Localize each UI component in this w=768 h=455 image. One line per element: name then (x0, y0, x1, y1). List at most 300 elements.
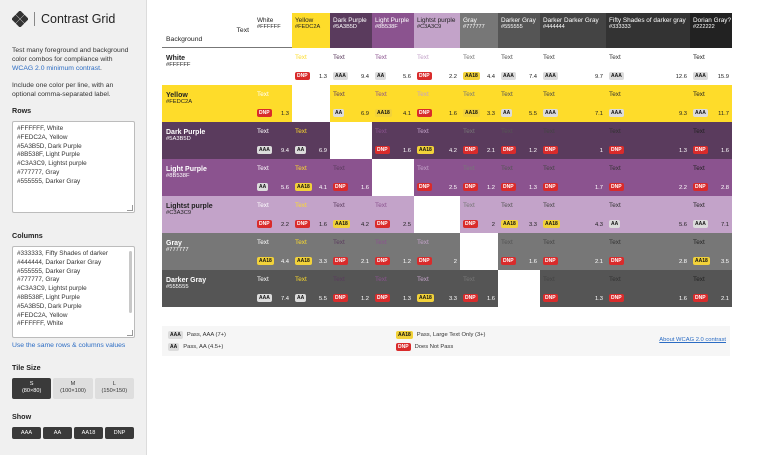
sample-text: Text (543, 239, 555, 246)
contrast-cell (606, 233, 690, 270)
column-header (330, 13, 372, 48)
column-name: Fifty Shades of darker gray (609, 17, 686, 24)
empty-cell (372, 159, 414, 196)
rows-heading: Rows (12, 106, 32, 116)
contrast-cell (498, 85, 540, 122)
sample-text: Text (463, 276, 475, 283)
compliance-badge: AAA (695, 110, 706, 116)
sample-text: Text (463, 202, 475, 209)
column-hex: #8B538F (375, 24, 398, 31)
compliance-badge: DNP (335, 295, 346, 301)
logo-divider (34, 12, 35, 26)
contrast-cell (606, 122, 690, 159)
contrast-ratio: 1.2 (360, 296, 369, 302)
compliance-badge: DNP (419, 258, 430, 264)
sample-text: Text (295, 128, 307, 135)
contrast-cell (606, 48, 690, 85)
tile-size-dimensions: (80×80) (21, 388, 42, 395)
compliance-badge: DNP (377, 295, 388, 301)
row-name: Gray (166, 240, 182, 247)
contrast-ratio: 4.2 (360, 222, 369, 228)
compliance-badge: DNP (377, 147, 388, 153)
contrast-cell (254, 196, 292, 233)
compliance-badge: AA18 (419, 147, 432, 153)
contrast-ratio: 4.4 (486, 74, 495, 80)
compliance-badge: DNP (545, 147, 556, 153)
compliance-badge: AA (297, 295, 305, 301)
sample-text: Text (333, 239, 345, 246)
sample-text: Text (375, 54, 387, 61)
tile-size-m-button[interactable] (53, 378, 92, 399)
sample-text: Text (417, 276, 429, 283)
sample-text: Text (333, 165, 345, 172)
column-name: Darker Darker Gray (543, 17, 599, 24)
row-header (162, 233, 254, 270)
textarea-line: #444444, Darker Darker Gray (17, 258, 102, 266)
contrast-cell (292, 233, 330, 270)
textarea-line: #FEDC2A, Yellow (17, 311, 68, 319)
sample-text: Text (463, 128, 475, 135)
contrast-cell (372, 85, 414, 122)
compliance-badge: AAA (259, 147, 270, 153)
compliance-badge: AAA (545, 73, 556, 79)
contrast-cell (498, 196, 540, 233)
empty-cell (498, 270, 540, 307)
compliance-badge: DNP (419, 184, 430, 190)
textarea-line: #8B538F, Light Purple (17, 294, 80, 301)
textarea-line: #FFFFFF, White (17, 320, 64, 328)
contrast-cell (414, 48, 460, 85)
sample-text: Text (501, 128, 513, 135)
row-header (162, 159, 254, 196)
contrast-cell (460, 270, 498, 307)
compliance-badge: AA (611, 221, 619, 227)
contrast-ratio: 2.5 (402, 222, 411, 228)
compliance-badge: DNP (695, 147, 706, 153)
contrast-ratio: 12.6 (675, 74, 687, 80)
contrast-ratio: 1.3 (528, 185, 537, 191)
about-wcag-link[interactable]: About WCAG 2.0 contrast (659, 337, 726, 343)
contrast-cell (372, 122, 414, 159)
contrast-ratio: 1.6 (318, 222, 327, 228)
compliance-badge: AA18 (503, 221, 516, 227)
contrast-ratio: 4.4 (280, 259, 289, 265)
sample-text: Text (609, 165, 621, 172)
contrast-cell (254, 122, 292, 159)
contrast-cell (330, 196, 372, 233)
textarea-line: #555555, Darker Gray (17, 177, 81, 185)
contrast-ratio: 1.6 (678, 296, 687, 302)
contrast-ratio: 1.6 (448, 111, 457, 117)
sample-text: Text (543, 165, 555, 172)
contrast-ratio: 2.1 (594, 259, 603, 265)
grid-row (162, 85, 732, 122)
sample-text: Text (693, 202, 705, 209)
tile-size-group (12, 378, 134, 399)
contrast-ratio: 1.6 (486, 296, 495, 302)
compliance-badge: AA (335, 110, 343, 116)
textarea-line: #555555, Darker Gray (17, 267, 81, 275)
sample-text: Text (333, 202, 345, 209)
row-hex: #FEDC2A (166, 99, 193, 106)
compliance-badge: DNP (419, 110, 430, 116)
same-values-link[interactable]: Use the same rows & columns values (12, 342, 126, 350)
contrast-ratio: 15.9 (717, 74, 729, 80)
legend-item-aaa (168, 331, 226, 339)
rows-textarea[interactable] (12, 121, 135, 213)
contrast-cell (540, 122, 606, 159)
intro-text (12, 46, 134, 99)
sample-text: Text (375, 239, 387, 246)
sample-text: Text (417, 128, 429, 135)
contrast-cell (414, 270, 460, 307)
contrast-cell (690, 196, 732, 233)
empty-cell (330, 122, 372, 159)
contrast-ratio: 5.5 (528, 111, 537, 117)
compliance-badge: DNP (377, 258, 388, 264)
compliance-badge: AAA (259, 295, 270, 301)
compliance-badge: AAA (611, 73, 622, 79)
contrast-cell (460, 48, 498, 85)
contrast-ratio: 1.3 (678, 148, 687, 154)
sample-text: Text (333, 54, 345, 61)
contrast-ratio: 7.4 (528, 74, 537, 80)
contrast-ratio: 7.1 (594, 111, 603, 117)
sample-text: Text (463, 165, 475, 172)
compliance-badge: AAA (611, 110, 622, 116)
compliance-badge: DNP (259, 110, 270, 116)
compliance-badge: DNP (611, 147, 622, 153)
contrast-grid (162, 13, 732, 307)
contrast-ratio: 2 (491, 222, 495, 228)
sample-text: Text (501, 54, 513, 61)
textarea-line: #333333, Fifty Shades of darker (17, 250, 108, 258)
compliance-badge: DNP (335, 258, 346, 264)
empty-cell (254, 48, 292, 85)
contrast-ratio: 5.6 (678, 222, 687, 228)
sample-text: Text (501, 239, 513, 246)
textarea-line: #FEDC2A, Yellow (17, 133, 68, 141)
sample-text: Text (375, 91, 387, 98)
row-hex: #8B538F (166, 173, 190, 180)
sample-text: Text (295, 276, 307, 283)
sample-text: Text (257, 165, 269, 172)
sidebar (0, 0, 147, 455)
sample-text: Text (693, 239, 705, 246)
show-filter-group (12, 427, 134, 439)
compliance-badge: DNP (377, 221, 388, 227)
sample-text: Text (693, 165, 705, 172)
textarea-scrollbar[interactable] (129, 251, 132, 313)
contrast-cell (460, 159, 498, 196)
grid-row (162, 48, 732, 85)
contrast-cell (254, 233, 292, 270)
sample-text: Text (463, 91, 475, 98)
compliance-badge: AA18 (545, 221, 558, 227)
sample-text: Text (609, 128, 621, 135)
sample-text: Text (375, 202, 387, 209)
contrast-ratio: 9.4 (360, 74, 369, 80)
contrast-cell (292, 122, 330, 159)
column-hex: #777777 (463, 24, 485, 31)
contrast-ratio: 1.3 (402, 296, 411, 302)
contrast-cell (460, 122, 498, 159)
resize-grip-icon[interactable] (127, 330, 133, 336)
grid-header-row (162, 13, 732, 48)
compliance-badge: DNP (465, 295, 476, 301)
column-name: Dorian Gray? (693, 17, 732, 24)
sample-text: Text (693, 128, 705, 135)
sample-text: Text (417, 54, 429, 61)
grid-corner (162, 13, 254, 48)
contrast-ratio: 3.3 (486, 111, 495, 117)
contrast-cell (540, 159, 606, 196)
textarea-line: #777777, Gray (17, 169, 60, 176)
sample-text: Text (501, 202, 513, 209)
contrast-cell (292, 196, 330, 233)
column-name: Light Purple (375, 17, 410, 24)
contrast-ratio: 3.3 (528, 222, 537, 228)
column-name: White (257, 17, 274, 24)
sample-text: Text (295, 165, 307, 172)
sample-text: Text (501, 165, 513, 172)
contrast-cell (414, 233, 460, 270)
contrast-cell (498, 159, 540, 196)
contrast-ratio: 1 (599, 148, 603, 154)
sample-text: Text (609, 276, 621, 283)
sample-text: Text (543, 128, 555, 135)
row-name: Dark Purple (166, 129, 206, 136)
contrast-ratio: 1.6 (402, 148, 411, 154)
contrast-ratio: 2.1 (720, 296, 729, 302)
textarea-line: #5A3B5D, Dark Purple (17, 302, 82, 310)
sample-text: Text (543, 276, 555, 283)
app-title: Contrast Grid (41, 12, 116, 26)
sample-text: Text (543, 54, 555, 61)
row-hex: #FFFFFF (166, 62, 191, 69)
column-hex: #C3A3C9 (417, 24, 442, 31)
tile-size-letter: L (112, 381, 116, 388)
contrast-cell (690, 233, 732, 270)
column-hex: #5A3B5D (333, 24, 357, 31)
sample-text: Text (295, 202, 307, 209)
compliance-badge: AA18 (335, 221, 348, 227)
tile-size-letter: S (29, 381, 34, 388)
contrast-cell (606, 85, 690, 122)
sample-text: Text (257, 239, 269, 246)
contrast-cell (460, 196, 498, 233)
contrast-ratio: 1.3 (594, 296, 603, 302)
row-name: Yellow (166, 92, 188, 99)
contrast-cell (460, 85, 498, 122)
contrast-ratio: 6.9 (360, 111, 369, 117)
show-dnp-button[interactable]: DNP (105, 427, 134, 439)
contrast-cell (498, 122, 540, 159)
grid-row (162, 270, 732, 307)
row-name: White (166, 55, 186, 62)
column-header (254, 13, 292, 48)
row-hex: #777777 (166, 247, 189, 254)
contrast-cell (372, 233, 414, 270)
compliance-badge: AAA (695, 73, 706, 79)
compliance-badge: AA18 (297, 258, 310, 264)
intro-text-start: Test many foreground and background color combos for compliance with (12, 47, 129, 64)
show-heading: Show (12, 412, 32, 422)
resize-grip-icon[interactable] (127, 205, 133, 211)
contrast-ratio: 9.4 (280, 148, 289, 154)
compliance-badge: DNP (503, 184, 514, 190)
legend-badge: AA (170, 344, 178, 350)
sample-text: Text (417, 239, 429, 246)
tile-size-l-button[interactable] (95, 378, 134, 399)
compliance-badge: DNP (503, 258, 514, 264)
contrast-ratio: 1.2 (402, 259, 411, 265)
columns-heading: Columns (12, 231, 43, 241)
contrast-ratio: 4.1 (402, 111, 411, 117)
contrast-cell (540, 48, 606, 85)
column-header (460, 13, 498, 48)
column-header (292, 13, 330, 48)
empty-cell (292, 85, 330, 122)
contrast-cell (414, 122, 460, 159)
compliance-badge: DNP (545, 295, 556, 301)
row-hex: #555555 (166, 284, 189, 291)
contrast-cell (690, 122, 732, 159)
sample-text: Text (609, 202, 621, 209)
contrast-ratio: 2.8 (678, 259, 687, 265)
contrast-cell (540, 196, 606, 233)
contrast-ratio: 5.6 (402, 74, 411, 80)
contrast-cell (330, 270, 372, 307)
contrast-ratio: 1.3 (280, 111, 289, 117)
row-header (162, 196, 254, 233)
column-name: Dark Purple (333, 17, 367, 24)
contrast-cell (330, 85, 372, 122)
contrast-ratio: 3.3 (318, 259, 327, 265)
compliance-badge: DNP (335, 184, 346, 190)
column-header (540, 13, 606, 48)
contrast-cell (690, 48, 732, 85)
compliance-badge: DNP (545, 184, 556, 190)
compliance-badge: AA18 (259, 258, 272, 264)
contrast-cell (414, 85, 460, 122)
compliance-badge: AA18 (465, 110, 478, 116)
contrast-cell (372, 48, 414, 85)
column-name: Gray (463, 17, 477, 24)
column-header (498, 13, 540, 48)
legend-text: Does Not Pass (414, 344, 454, 350)
sample-text: Text (693, 54, 705, 61)
sample-text: Text (257, 202, 269, 209)
contrast-cell (372, 270, 414, 307)
compliance-badge: AA (259, 184, 267, 190)
contrast-ratio: 2.2 (448, 74, 457, 80)
contrast-ratio: 2.8 (720, 185, 729, 191)
sample-text: Text (463, 54, 475, 61)
wcag-link[interactable]: WCAG 2.0 minimum contrast (12, 65, 101, 73)
contrast-ratio: 4.3 (594, 222, 603, 228)
app-header (12, 10, 134, 28)
compliance-badge: AA (377, 73, 385, 79)
columns-textarea[interactable] (12, 246, 135, 338)
contrast-cell (498, 48, 540, 85)
contrast-cell (606, 159, 690, 196)
grid-row (162, 233, 732, 270)
compliance-badge: DNP (695, 295, 706, 301)
row-header (162, 48, 254, 85)
show-aaa-button[interactable]: AAA (12, 427, 41, 439)
contrast-ratio: 9.3 (678, 111, 687, 117)
contrast-ratio: 2.1 (360, 259, 369, 265)
column-name: Yellow (295, 17, 314, 24)
sample-text: Text (543, 202, 555, 209)
contrast-ratio: 1.3 (318, 74, 327, 80)
compliance-badge: AA (297, 147, 305, 153)
compliance-badge: DNP (503, 147, 514, 153)
compliance-badge: DNP (611, 295, 622, 301)
row-name: Light Purple (166, 166, 207, 173)
sample-text: Text (375, 276, 387, 283)
tile-size-s-button[interactable] (12, 378, 51, 399)
sample-text: Text (333, 91, 345, 98)
compliance-badge: AAA (335, 73, 346, 79)
contrast-cell (292, 270, 330, 307)
column-hex: #555555 (501, 24, 523, 31)
column-hex: #444444 (543, 24, 565, 31)
row-header (162, 122, 254, 159)
contrast-ratio: 4.2 (448, 148, 457, 154)
intro-paragraph-2: Include one color per line, with an optional comma-separated label. (12, 81, 114, 98)
sample-text: Text (693, 91, 705, 98)
show-aa-button[interactable]: AA (43, 427, 72, 439)
contrast-cell (690, 270, 732, 307)
compliance-badge: DNP (465, 184, 476, 190)
legend-item-aa18 (396, 331, 485, 339)
contrast-cell (330, 233, 372, 270)
compliance-badge: DNP (611, 184, 622, 190)
sample-text: Text (609, 54, 621, 61)
contrast-cell (690, 85, 732, 122)
contrast-ratio: 5.5 (318, 296, 327, 302)
legend-item-dnp (396, 343, 453, 351)
compliance-badge: AA18 (419, 295, 432, 301)
contrast-cell (292, 159, 330, 196)
contrast-ratio: 2.2 (280, 222, 289, 228)
sample-text: Text (417, 165, 429, 172)
contrast-cell (540, 233, 606, 270)
contrast-cell (330, 48, 372, 85)
column-name: Lightst purple (417, 17, 456, 24)
column-hex: #333333 (609, 24, 631, 31)
textarea-line: #5A3B5D, Dark Purple (17, 142, 82, 150)
contrast-ratio: 1.2 (486, 185, 495, 191)
row-name: Lightst purple (166, 203, 213, 210)
contrast-ratio: 2.2 (678, 185, 687, 191)
contrast-cell (540, 85, 606, 122)
legend (162, 326, 730, 356)
legend-badge: AAA (170, 332, 181, 338)
show-aa18-button[interactable]: AA18 (74, 427, 103, 439)
column-hex: #FEDC2A (295, 24, 321, 31)
sample-text: Text (295, 54, 307, 61)
compliance-badge: AA18 (297, 184, 310, 190)
tile-size-dimensions: (100×100) (60, 388, 86, 395)
row-name: Darker Gray (166, 277, 207, 284)
contrast-cell (372, 196, 414, 233)
sample-text: Text (257, 91, 269, 98)
row-header (162, 85, 254, 122)
sample-text: Text (543, 91, 555, 98)
